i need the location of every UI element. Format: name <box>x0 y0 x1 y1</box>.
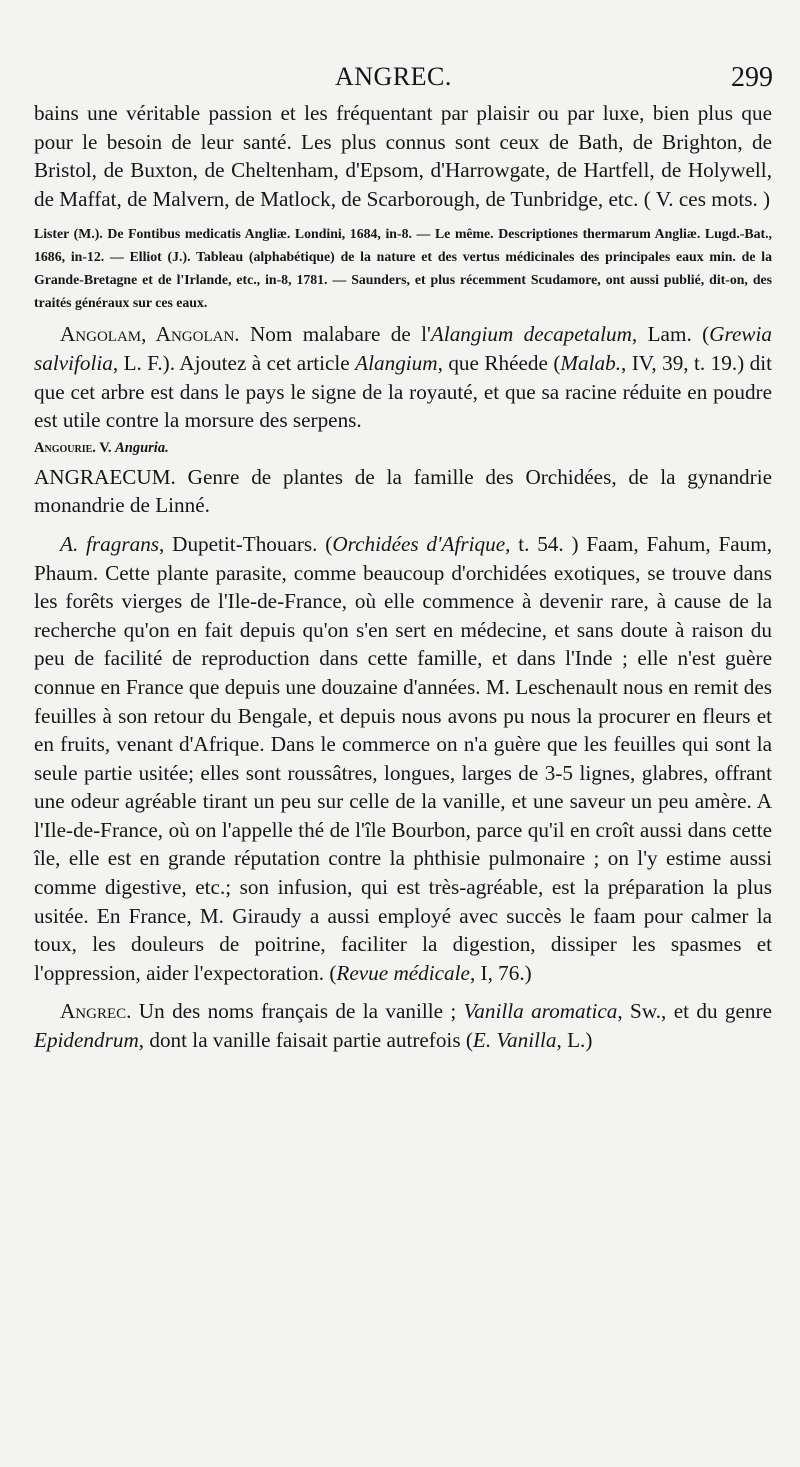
entry-headword: Angourie. <box>34 439 96 456</box>
species-name: A. fragrans <box>60 531 160 556</box>
running-head: ANGREC. <box>335 62 452 91</box>
entry-angraecum-fragrans: A. fragrans, Dupetit-Thouars. (Orchidées d'Afrique, t. 54. ) Faam, Fahum, Faum, Phaum. Cette plante parasite, comme beaucoup d'orchidées exotiques, se trouve dans les forêts vierges de l'Ile-de-France, où elle commence à devenir rare, à cause de la recherche qu'on en fait depuis qu'on s'en sert en médecine, et sans doute à raison du peu de facilité de reproduction dans cette famille, et dans l'Inde ; elle n'est guère connue en France que depuis une douzaine d'années. M. Leschenault nous en remit des feuilles à son retour du Bengale, et depuis nous avons pu nous la procurer en fleurs et en fruits, venant d'Afrique. Dans le commerce on n'a guère que les feuilles qui sont la seule partie usitée; elles sont roussâtres, longues, larges de 3-5 lignes, glabres, offrant une odeur agréable tirant un peu sur celle de la vanille, et une saveur un peu amère. A l'Ile-de-France, où on l'appelle thé de l'île Bourbon, parce qu'il en croît aussi dans cette île, elle est en grande réputation contre la phthisie pulmonaire ; on l'y estime aussi comme digestive, etc.; son infusion, qui est très-agréable, est la préparation la plus usitée. En France, M. Giraudy a aussi employé avec succès le faam pour calmer la toux, les douleurs de poitrine, faciliter la digestion, dissiper les spasmes et l'oppression, aider l'expectoration. (Revue médicale, I, 76.) <box>34 531 773 985</box>
entry-headword: ANGRAECUM. <box>34 464 176 489</box>
article-body <box>34 99 772 1055</box>
paragraph-english-spas: bains une véritable passion et les fréquentant par plaisir ou par luxe, bien plus que pour le besoin de leur santé. Les plus connus sont ceux de Bath, de Brighton, de Bristol, de Buxton, de Cheltenham, d'Epsom, d'Harrowgate, de Hartfell, de Holywell, de Maffat, de Malvern, de Matlock, de Scarborough, de Tunbridge, etc. ( V. ces mots. ) <box>34 101 772 211</box>
page-header <box>0 62 800 102</box>
entry-headword: Angolam, Angolan. <box>60 322 240 347</box>
entry-angrec: Angrec. Un des noms français de la vanille ; Vanilla aromatica, Sw., et du genre Epidendrum, dont la vanille faisait partie autrefois (E. Vanilla, L.) <box>34 999 772 1053</box>
entry-angraecum: ANGRAECUM. Genre de plantes de la famille des Orchidées, de la gynandrie monandrie de Linné. <box>34 464 772 518</box>
entry-angolam: Angolam, Angolan. Nom malabare de l'Alangium decapetalum, Lam. (Grewia salvifolia, L. F.). Ajoutez à cet article Alangium, que Rhéede (Malab., IV, 39, t. 19.) dit que cet arbre est dans le pays le signe de la royauté, et que sa racine réduite en poudre est utile contre la morsure des serpens. <box>34 322 773 433</box>
bibliography-note: Lister (M.). De Fontibus medicatis Angliæ. Londini, 1684, in-8. — Le même. Descriptiones thermarum Angliæ. Lugd.-Bat., 1686, in-12. — Elliot (J.). Tableau (alphabétique) de la nature et des vertus médicinales des principales eaux min. de la Grande-Bretagne et de l'Irlande, etc., in-8, 1781. — Saunders, et plus récemment Scudamore, ont aussi publié, dit-on, des traités généraux sur ces eaux. <box>34 226 772 311</box>
entry-angourie: Angourie. V. Anguria. <box>34 439 169 456</box>
page-number: 299 <box>731 62 773 93</box>
entry-headword: Angrec. <box>60 999 132 1024</box>
